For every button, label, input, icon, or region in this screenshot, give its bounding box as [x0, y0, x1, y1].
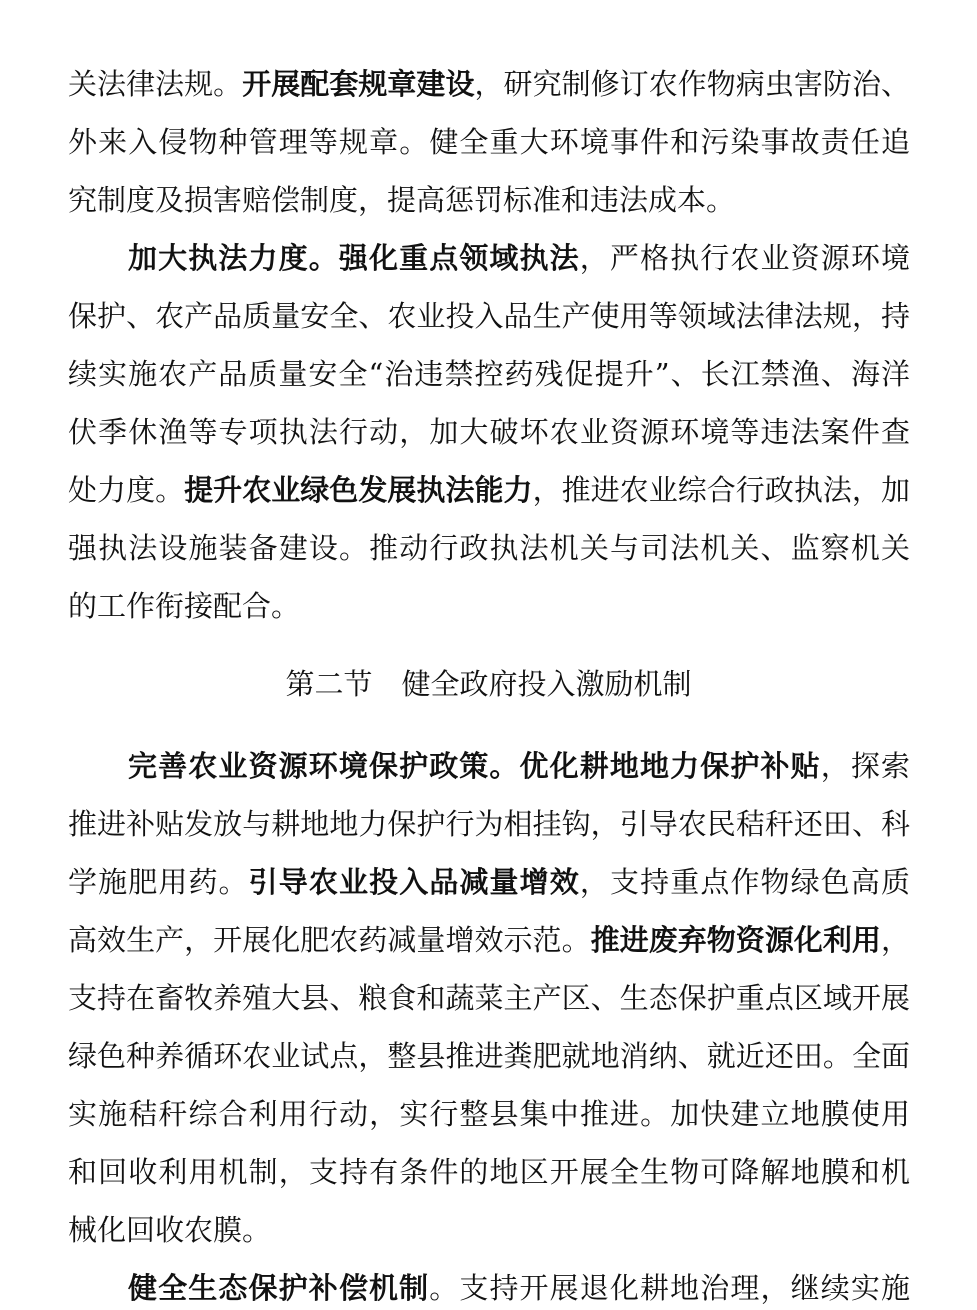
text-line: 关法律法规。开展配套规章建设，研究制修订农作物病虫害防治、 — [68, 67, 910, 101]
text-line: 的工作衔接配合。 — [68, 589, 301, 623]
text-line: 伏季休渔等专项执法行动，加大破坏农业资源环境等违法案件查 — [68, 415, 910, 449]
text-line: 加大执法力度。强化重点领域执法，严格执行农业资源环境 — [128, 241, 910, 275]
text-line: 处力度。提升农业绿色发展执法能力，推进农业综合行政执法，加 — [68, 473, 910, 507]
text-line: 械化回收农膜。 — [68, 1213, 272, 1247]
text-line: 推进补贴发放与耕地地力保护行为相挂钩，引导农民秸秆还田、科 — [68, 807, 910, 841]
section-heading: 第二节 健全政府投入激励机制 — [285, 667, 692, 701]
text-line: 和回收利用机制，支持有条件的地区开展全生物可降解地膜和机 — [68, 1155, 910, 1189]
text-line: 学施肥用药。引导农业投入品减量增效，支持重点作物绿色高质 — [68, 865, 910, 899]
text-line: 保护、农产品质量安全、农业投入品生产使用等领域法律法规，持 — [68, 299, 910, 333]
text-line: 高效生产，开展化肥农药减量增效示范。推进废弃物资源化利用， — [68, 923, 910, 957]
text-line: 绿色种养循环农业试点，整县推进粪肥就地消纳、就近还田。全面 — [68, 1039, 910, 1073]
text-line: 实施秸秆综合利用行动，实行整县集中推进。加快建立地膜使用 — [68, 1097, 910, 1131]
text-line: 强执法设施装备建设。推动行政执法机关与司法机关、监察机关 — [68, 531, 910, 565]
text-line: 支持在畜牧养殖大县、粮食和蔬菜主产区、生态保护重点区域开展 — [68, 981, 910, 1015]
text-line: 完善农业资源环境保护政策。优化耕地地力保护补贴，探索 — [128, 749, 910, 783]
text-line: 外来入侵物种管理等规章。健全重大环境事件和污染事故责任追 — [68, 125, 910, 159]
text-line: 健全生态保护补偿机制。支持开展退化耕地治理，继续实施 — [128, 1271, 910, 1305]
text-line: 续实施农产品质量安全“治违禁控药残促提升”、长江禁渔、海洋 — [68, 357, 910, 391]
text-line: 究制度及损害赔偿制度，提高惩罚标准和违法成本。 — [68, 183, 736, 217]
